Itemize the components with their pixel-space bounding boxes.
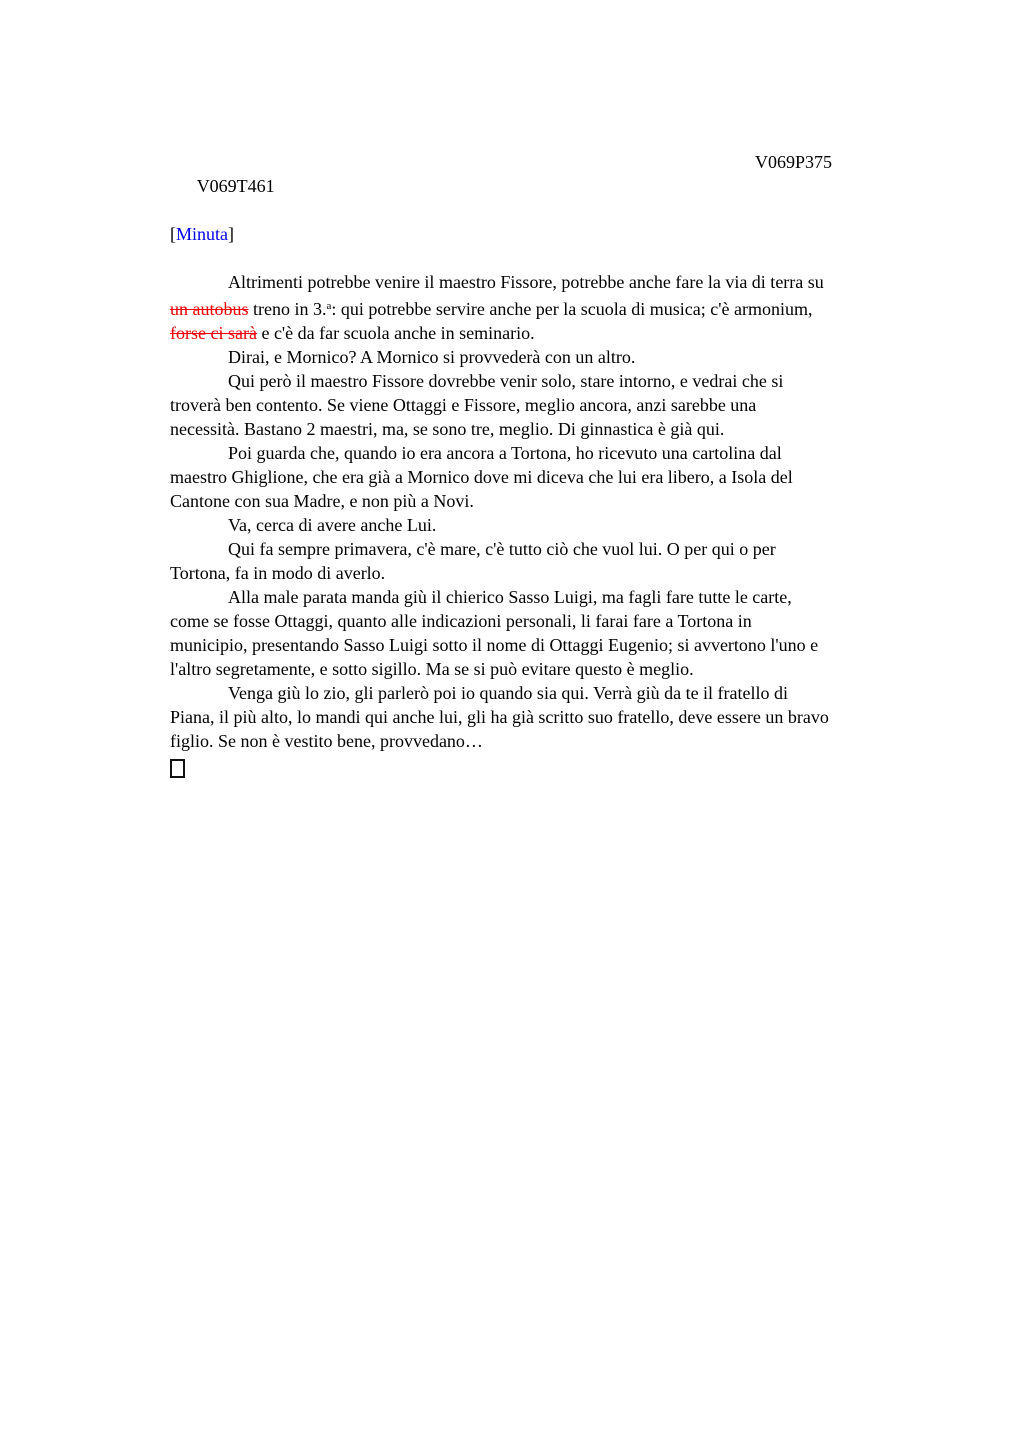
minuta-link[interactable]: Minuta	[176, 224, 228, 244]
text-segment: Va, cerca di avere anche Lui.	[228, 515, 437, 535]
text-segment: Poi guarda che, quando io era ancora a Tortona, ho ricevuto una cartolina dal	[228, 443, 782, 463]
text-line	[170, 633, 970, 657]
text-line	[170, 537, 970, 561]
document-body	[170, 270, 970, 778]
text-line	[170, 561, 970, 585]
text-segment: treno in 3.	[248, 299, 327, 319]
bracket-close: ]	[228, 224, 234, 244]
text-segment: troverà ben contento. Se viene Ottaggi e Fissore, meglio ancora, anzi sarebbe una	[170, 395, 757, 415]
text-line	[170, 345, 970, 369]
text-line	[170, 729, 970, 753]
text-segment: Tortona, fa in modo di averlo.	[170, 563, 386, 583]
text-segment: Piana, il più alto, lo mandi qui anche lui, gli ha già scritto suo fratello, deve essere un bravo	[170, 707, 829, 727]
page-content	[170, 150, 970, 778]
text-line	[170, 657, 970, 681]
text-segment: figlio. Se non è vestito bene, provvedano…	[170, 731, 483, 751]
text-line	[170, 321, 970, 345]
text-segment: maestro Ghiglione, che era già a Mornico dove mi diceva che lui era libero, a Isola del	[170, 467, 793, 487]
text-segment: Altrimenti potrebbe venire il maestro Fissore, potrebbe anche fare la via di terra su	[228, 272, 824, 292]
text-line	[170, 681, 970, 705]
text-segment: : qui potrebbe servire anche per la scuola di musica; c'è armonium,	[331, 299, 813, 319]
superscript-text: a	[326, 300, 332, 312]
text-line	[170, 705, 970, 729]
text-line	[170, 393, 970, 417]
minuta-line	[170, 222, 970, 246]
text-line	[170, 753, 970, 778]
deleted-text: un autobus	[170, 299, 249, 319]
text-segment: Venga giù lo zio, gli parlerò poi io quando sia qui. Verrà giù da te il fratello di	[228, 683, 789, 703]
text-segment: Qui però il maestro Fissore dovrebbe venir solo, stare intorno, e vedrai che si	[228, 371, 784, 391]
text-segment: Dirai, e Mornico? A Mornico si provvederà con un altro.	[228, 347, 636, 367]
text-line	[170, 369, 970, 393]
text-segment: necessità. Bastano 2 maestri, ma, se sono tre, meglio. Di ginnastica è già qui.	[170, 419, 725, 439]
text-line	[170, 585, 970, 609]
text-line	[170, 270, 970, 294]
text-line	[170, 489, 970, 513]
bracket-open: [	[170, 224, 176, 244]
text-segment: municipio, presentando Sasso Luigi sotto il nome di Ottaggi Eugenio; si avvertono l'uno e	[170, 635, 819, 655]
text-segment: Alla male parata manda giù il chierico Sasso Luigi, ma fagli fare tutte le carte,	[228, 587, 792, 607]
text-segment: Cantone con sua Madre, e non più a Novi.	[170, 491, 474, 511]
doc-code-right: V069P375	[755, 152, 833, 172]
text-segment: come se fosse Ottaggi, quanto alle indicazioni personali, li farai fare a Tortona in	[170, 611, 752, 631]
text-segment: e c'è da far scuola anche in seminario.	[256, 323, 535, 343]
text-line	[170, 294, 970, 321]
deleted-text: forse ci sarà	[170, 323, 257, 343]
text-line	[170, 609, 970, 633]
doc-code-left: V069T461	[196, 176, 275, 196]
text-line	[170, 513, 970, 537]
missing-glyph-box	[170, 759, 185, 778]
page-header	[170, 150, 970, 196]
text-line	[170, 417, 970, 441]
text-segment: l'altro segretamente, e sotto sigillo. Ma se si può evitare questo è meglio.	[170, 659, 694, 679]
text-segment: Qui fa sempre primavera, c'è mare, c'è tutto ciò che vuol lui. O per qui o per	[228, 539, 776, 559]
text-line	[170, 465, 970, 489]
text-line	[170, 441, 970, 465]
